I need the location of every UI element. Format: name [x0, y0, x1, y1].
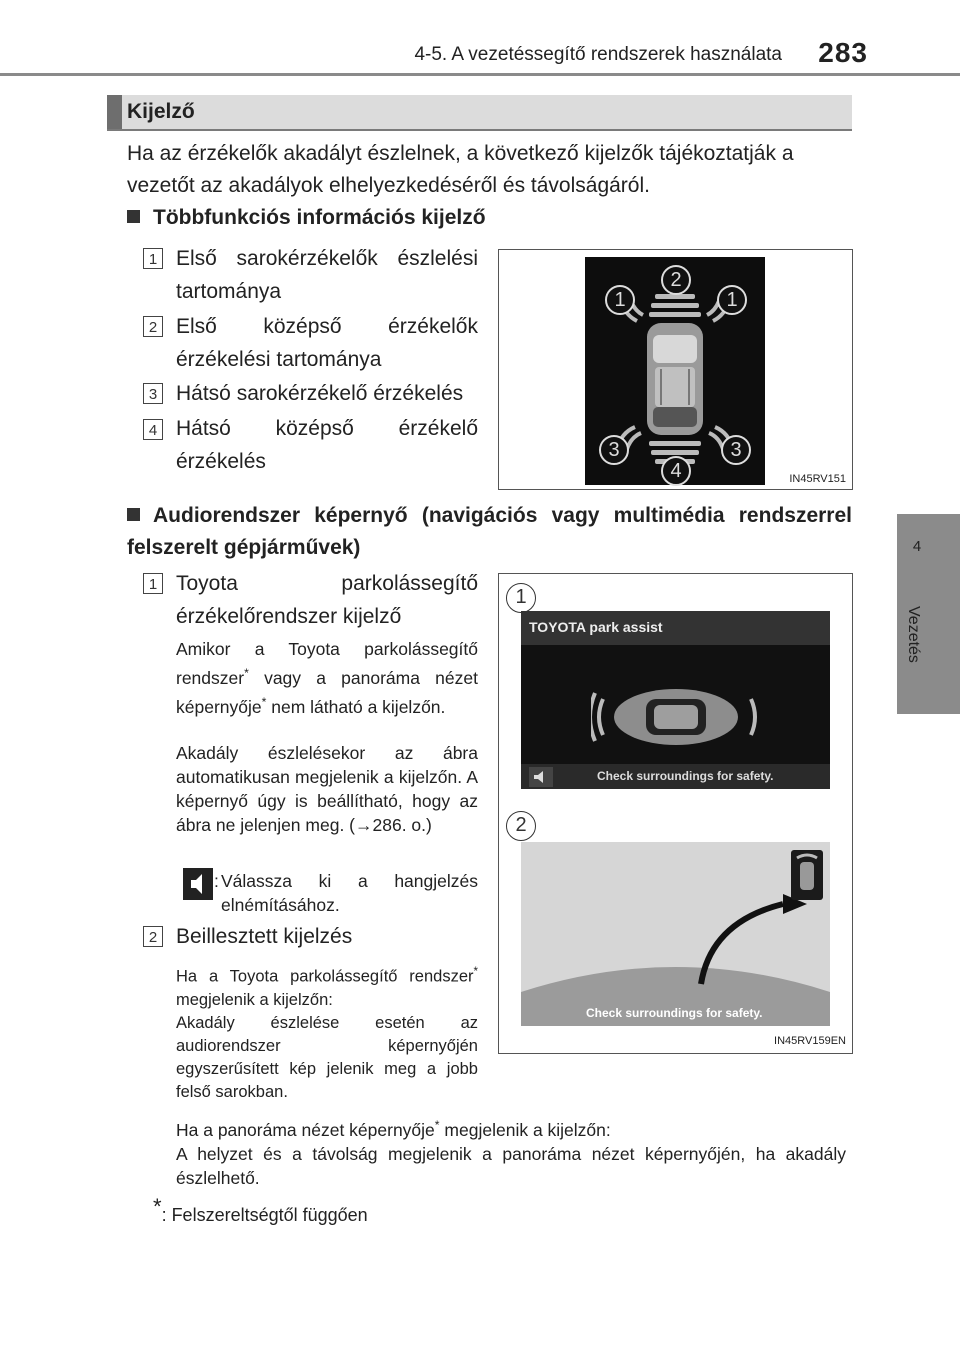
- label-2: 2: [661, 265, 691, 295]
- screen-message: Check surroundings for safety.: [597, 769, 774, 783]
- audio-item-1-para-1: Amikor a Toyota parkolássegítő rendszer* vagy a panoráma nézet képernyője* nem látható a kijelzőn.: [176, 639, 478, 717]
- label-1-left: 1: [605, 285, 635, 315]
- intro-paragraph: Ha az érzékelők akadályt észlelnek, a következő kijelzők tájékoztatják a vezetőt az akadályok elhelyezkedéséről és távolságáról.: [127, 142, 794, 197]
- fig-label-2: 2: [506, 811, 536, 841]
- multi-info-figure: [498, 249, 853, 490]
- item-number: 2: [143, 316, 163, 337]
- audio-item-2-title: Beillesztett kijelzés: [176, 925, 353, 948]
- chapter-number: 4: [912, 538, 922, 555]
- inset-background: [521, 842, 830, 1026]
- label-4: 4: [661, 456, 691, 486]
- inset-screen: [521, 842, 830, 1026]
- display-screen: [585, 257, 765, 485]
- audio-item-2-para: Ha a Toyota parkolássegítő rendszer* megjelenik a kijelzőn: Akadály észlelése esetén az audiorendszer képernyőjén egyszerűsített kép jelenik meg a jobb felső sarokban.: [176, 966, 478, 1101]
- fig-label-1: 1: [506, 583, 536, 613]
- label-3-left: 3: [599, 435, 629, 465]
- speaker-mute-icon: [183, 868, 213, 900]
- multi-heading-text: Többfunkciós információs kijelző: [153, 206, 486, 229]
- multi-item-4: Hátsó középső érzékelő érzékelés: [176, 417, 478, 473]
- mute-colon: :: [214, 871, 219, 891]
- audio-heading: [127, 500, 852, 564]
- screen-car-icon: [591, 669, 761, 759]
- section-box: [107, 95, 852, 129]
- multi-item-1: Első sarokérzékelők észlelési tartománya: [176, 247, 478, 303]
- label-3-right: 3: [721, 435, 751, 465]
- panorama-paragraph: Ha a panoráma nézet képernyője* megjelenik a kijelzőn: A helyzet és a távolság megjelenik a panoráma nézet képernyőjén, ha akadály észlelhető.: [176, 1118, 846, 1188]
- page-number: 283: [818, 37, 868, 68]
- audio-heading-text: Audiorendszer képernyő (navigációs vagy multimédia rendszerrel felszerelt gépjárművek): [127, 504, 852, 559]
- item-number: 2: [143, 926, 163, 947]
- item-number: 3: [143, 383, 163, 404]
- inset-car-icon: [791, 850, 823, 900]
- front-center-arcs: [649, 294, 701, 317]
- label-1-right: 1: [717, 285, 747, 315]
- screen-mute-icon: [529, 767, 553, 787]
- section-title: Kijelző: [127, 100, 195, 123]
- item-number: 1: [143, 573, 163, 594]
- multi-heading: [127, 202, 486, 234]
- header-rule: [0, 73, 960, 76]
- multi-item-2: Első középső érzékelők érzékelési tartománya: [176, 315, 478, 371]
- audio-item-1-para-2: Akadály észlelésekor az ábra automatikusan megjelenik a kijelzőn. A képernyő úgy is beállítható, hogy az ábra ne jelenjen meg. (→286. o.): [176, 743, 478, 835]
- park-assist-screen: [521, 611, 830, 789]
- section-rule: [107, 129, 852, 131]
- figure-code: IN45RV151: [789, 473, 846, 485]
- screen-title: TOYOTA park assist: [529, 619, 663, 635]
- multi-item-3: Hátsó sarokérzékelő érzékelés: [176, 382, 464, 405]
- bullet-square: [127, 210, 140, 223]
- car-icon: [647, 323, 703, 435]
- bullet-square: [127, 508, 140, 521]
- mute-description: Válassza ki a hangjelzés elnémításához.: [221, 871, 478, 915]
- item-number: 1: [143, 248, 163, 269]
- audio-item-1-title: Toyota parkolássegítő érzékelőrendszer kijelző: [176, 572, 478, 628]
- figure-code: IN45RV159EN: [774, 1035, 846, 1047]
- running-header: 4-5. A vezetéssegítő rendszerek használata: [414, 44, 782, 65]
- audio-figure: [498, 573, 853, 1054]
- inset-message: Check surroundings for safety.: [586, 1006, 763, 1020]
- footnote: *: Felszereltségtől függően: [153, 1194, 368, 1225]
- chapter-label: Vezetés: [905, 606, 922, 663]
- item-number: 4: [143, 419, 163, 440]
